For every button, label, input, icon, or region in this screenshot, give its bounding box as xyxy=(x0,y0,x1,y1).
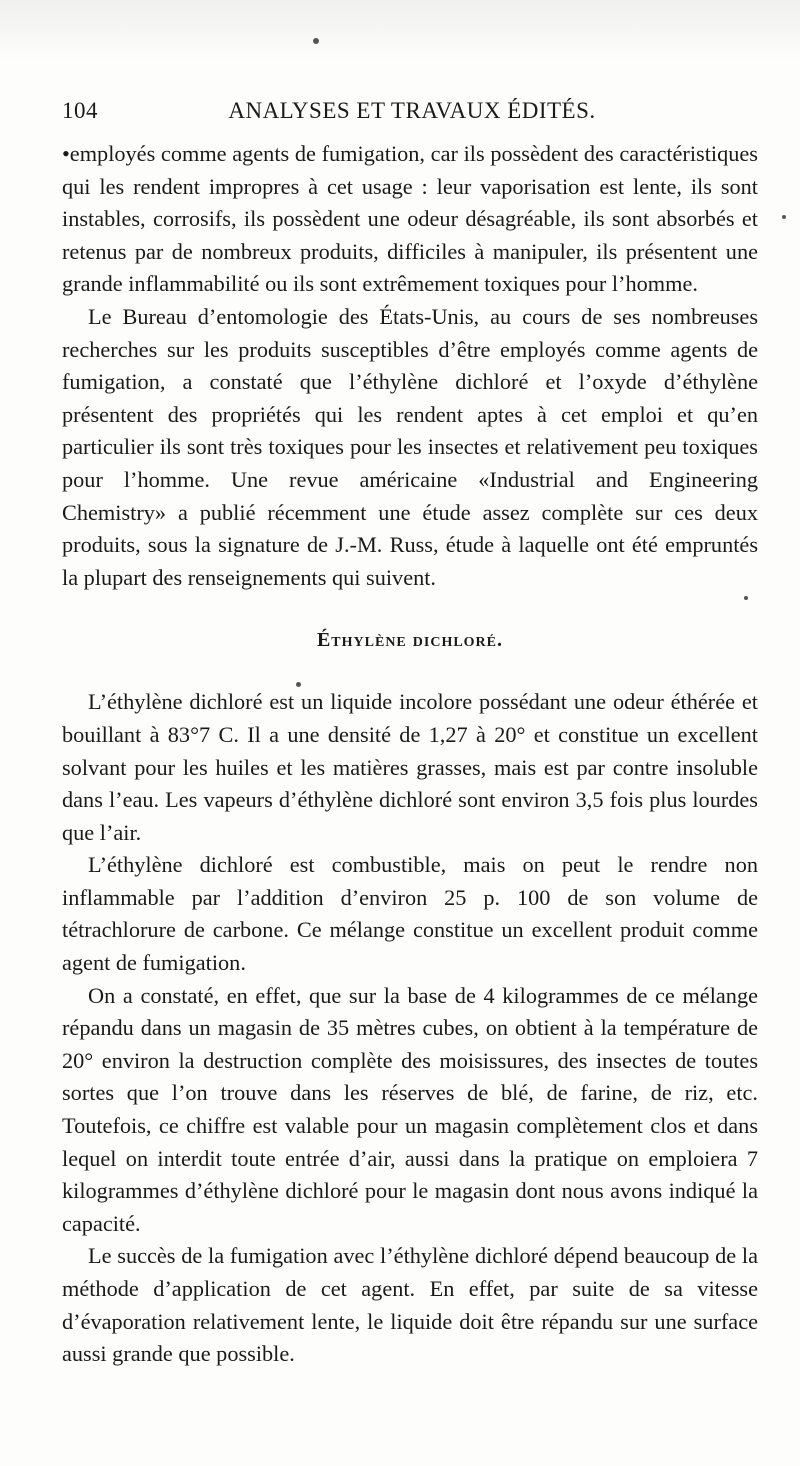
paragraph-application: Le succès de la fumigation avec l’éthylène dichloré dépend beaucoup de la méthode d’application de cet agent. En effet, par suite de sa vitesse d’évaporation relativement lente, le liquide doit être répandu sur une surface aussi grande que possible. xyxy=(62,1243,758,1367)
section-heading: Éthylène dichloré. xyxy=(316,629,504,652)
ink-speck xyxy=(313,38,319,44)
page-number: 104 xyxy=(62,98,98,123)
page-header xyxy=(62,98,762,132)
paragraph-bureau-entomologie: Le Bureau d’entomologie des États-Unis, au cours de ses nombreuses recherches sur les produits susceptibles d’être employés comme agents de fumigation, a constaté que l’éthylène dichloré et l’oxyde d’éthylène présentent des propriétés qui les rendent aptes à cet emploi et qu’en particulier ils sont très toxiques pour les insectes et relativement peu toxiques pour l’homme. Une revue américaine «Industrial and Engineering Chemistry» a publié récemment une étude assez complète sur ces deux produits, sous la signature de J.-M. Russ, étude à laquelle ont été empruntés la plupart des renseignements qui suivent. xyxy=(62,303,758,590)
paragraph-properties: L’éthylène dichloré est un liquide incolore possédant une odeur éthérée et bouillant à 83°7 C. Il a une densité de 1,27 à 20° et constitue un excellent solvant pour les huiles et les matières grasses, mais est par contre insoluble dans l’eau. Les vapeurs d’éthylène dichloré sont environ 3,5 fois plus lourdes que l’air. xyxy=(62,689,758,845)
scan-smudge xyxy=(0,0,800,60)
page-body xyxy=(62,138,758,1371)
paragraph-dosage: On a constaté, en effet, que sur la base de 4 kilogrammes de ce mélange répandu dans un magasin de 35 mètres cubes, on obtient à la température de 20° environ la destruction complète des moisissures, des insectes de toutes sortes que l’on trouve dans les réserves de blé, de farine, de riz, etc. Toutefois, ce chiffre est valable pour un magasin complètement clos et dans lequel on interdit toute entrée d’air, aussi dans la pratique on emploiera 7 kilogrammes d’éthylène dichloré pour le magasin dont nous avons indiqué la capacité. xyxy=(62,982,758,1236)
paragraph-continued: •employés comme agents de fumigation, car ils possèdent des caractéristiques qui les rendent impropres à cet usage : leur vaporisation est lente, ils sont instables, corrosifs, ils possèdent une odeur désagréable, ils sont absorbés et retenus par de nombreux produits, difficiles à manipuler, ils présentent une grande inflammabilité ou ils sont extrêmement toxiques pour l’homme. xyxy=(62,141,758,297)
paragraph-combustibility: L’éthylène dichloré est combustible, mais on peut le rendre non inflammable par l’addition d’environ 25 p. 100 de son volume de tétrachlorure de carbone. Ce mélange constitue un excellent produit comme agent de fumigation. xyxy=(62,852,758,976)
ink-speck xyxy=(782,215,786,219)
running-title: ANALYSES ET TRAVAUX ÉDITÉS. xyxy=(228,98,596,123)
